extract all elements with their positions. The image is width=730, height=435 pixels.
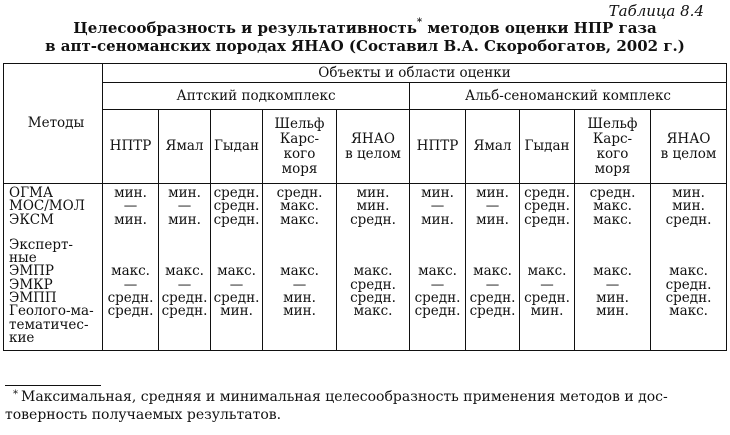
cell-value: средн. xyxy=(665,211,712,228)
cell-value: мин. xyxy=(356,198,390,215)
cell-value: макс. xyxy=(593,211,632,228)
cell-value: средн. xyxy=(161,303,208,320)
cell-value xyxy=(211,239,262,252)
cell-value: макс. xyxy=(280,198,319,215)
cell-value: средн. xyxy=(469,290,516,307)
cell-value: средн. xyxy=(524,198,570,215)
column-header-line: Шельф xyxy=(274,115,325,132)
cell-value: мин. xyxy=(283,303,316,320)
cell-value: средн. xyxy=(161,290,208,307)
cell-value: макс. xyxy=(353,263,393,280)
cell-value: макс. xyxy=(473,263,512,280)
method-names xyxy=(4,184,103,239)
column-header xyxy=(410,110,466,184)
column-header-line: НПТР xyxy=(109,138,152,154)
cell-value: — xyxy=(177,198,192,215)
cell-value: средн. xyxy=(524,290,570,307)
cell-value: — xyxy=(485,198,500,215)
footnote-mark: * xyxy=(13,389,18,400)
method-name: ЭКСМ xyxy=(9,211,54,228)
cell-value: — xyxy=(229,276,244,293)
column-header-line: НПТР xyxy=(416,138,459,154)
footnote-line-2: товерность получаемых результатов. xyxy=(5,407,282,423)
cell-value: макс. xyxy=(280,263,319,280)
footnote-line-1: Максимальная, средняя и минимальная целесообразность применения методов и дос- xyxy=(21,389,668,405)
method-names xyxy=(4,236,103,351)
table-cell xyxy=(651,184,727,239)
cell-value: — xyxy=(292,276,307,293)
cell-value: мин. xyxy=(596,290,629,307)
table-cell xyxy=(211,239,263,351)
cell-value: средн. xyxy=(665,276,712,293)
cell-value xyxy=(575,239,650,252)
cell-value: средн. xyxy=(524,211,570,228)
method-name: ные xyxy=(9,250,37,267)
table-cell xyxy=(520,239,575,351)
table-row xyxy=(4,184,727,239)
table-cell xyxy=(575,239,651,351)
cell-value: мин. xyxy=(530,303,564,320)
cell-value: — xyxy=(430,198,445,215)
footnote-mark: * xyxy=(416,17,423,28)
cell-value: средн. xyxy=(213,211,260,228)
cell-value: мин. xyxy=(168,185,201,201)
method-name: ЭМПР xyxy=(9,263,55,280)
cell-value xyxy=(337,239,409,252)
cell-value: средн. xyxy=(414,290,461,307)
cell-value: мин. xyxy=(672,198,705,215)
cell-value: средн. xyxy=(213,290,260,307)
cell-value: мин. xyxy=(283,290,316,307)
table-cell xyxy=(337,239,410,351)
cell-value: мин. xyxy=(168,211,201,228)
method-name: Геолого-ма- xyxy=(9,303,94,320)
cell-value: средн. xyxy=(107,303,154,320)
column-header-line: Шельф xyxy=(587,115,638,132)
cell-value xyxy=(466,239,519,252)
cell-value xyxy=(263,239,336,252)
cell-value: средн. xyxy=(469,303,516,320)
objects-header: Объекты и области оценки xyxy=(103,64,727,83)
cell-value: — xyxy=(605,276,620,293)
table-label: Таблица 8.4 xyxy=(608,2,704,20)
table-cell xyxy=(575,184,651,239)
cell-value: средн. xyxy=(213,185,260,201)
cell-value: макс. xyxy=(217,263,256,280)
column-header-line: кого xyxy=(596,145,629,162)
table-cell xyxy=(337,184,410,239)
cell-value: средн. xyxy=(107,290,154,307)
column-header-line: кого xyxy=(283,145,316,162)
table-cell xyxy=(159,239,211,351)
method-name: ОГМА xyxy=(9,185,54,201)
cell-value: макс. xyxy=(418,263,457,280)
cell-value xyxy=(520,239,574,252)
column-header-line: в целом xyxy=(345,145,401,162)
cell-value: — xyxy=(123,276,138,293)
footnote xyxy=(5,388,721,424)
table-title-line-2: в апт-сеноманских породах ЯНАО (Составил В.А. Скоробогатов, 2002 г.) xyxy=(45,37,685,55)
cell-value: мин. xyxy=(114,211,147,228)
table-title-line-1 xyxy=(0,19,730,37)
table-cell xyxy=(211,184,263,239)
cell-value: макс. xyxy=(593,263,632,280)
column-header-line: Гыдан xyxy=(524,138,570,154)
cell-value: мин. xyxy=(220,303,253,320)
cell-value: мин. xyxy=(596,303,629,320)
cell-value: макс. xyxy=(527,263,567,280)
column-header xyxy=(159,110,211,184)
column-header xyxy=(520,110,575,184)
column-header xyxy=(103,110,159,184)
cell-value xyxy=(651,239,726,252)
table-cell xyxy=(410,184,466,239)
cell-value: — xyxy=(540,276,554,293)
title-text-end: методов оценки НПР газа xyxy=(422,19,657,37)
cell-value: мин. xyxy=(356,185,390,201)
cell-value: мин. xyxy=(672,185,705,201)
methods-header: Методы xyxy=(4,64,103,184)
evaluation-table xyxy=(3,63,727,351)
cell-value: мин. xyxy=(114,185,147,201)
cell-value: макс. xyxy=(593,198,632,215)
table-cell xyxy=(263,184,337,239)
table-cell xyxy=(466,239,520,351)
group-header-apt: Аптский подкомплекс xyxy=(103,83,410,110)
table-cell xyxy=(651,239,727,351)
cell-value xyxy=(159,239,210,252)
method-name: кие xyxy=(9,329,35,346)
column-header-line: Ямал xyxy=(165,138,204,154)
column-header-line: Гыдан xyxy=(213,138,260,154)
column-header-line: в целом xyxy=(660,145,717,162)
cell-value: — xyxy=(430,276,445,293)
column-header xyxy=(651,110,727,184)
column-header xyxy=(575,110,651,184)
cell-value: макс. xyxy=(165,263,204,280)
cell-value: средн. xyxy=(213,198,260,215)
column-header-line: ЯНАО xyxy=(351,130,395,147)
column-header xyxy=(263,110,337,184)
cell-value: средн. xyxy=(276,185,323,201)
cell-value: средн. xyxy=(589,185,636,201)
cell-value: — xyxy=(177,276,192,293)
table-cell xyxy=(410,239,466,351)
cell-value: средн. xyxy=(524,185,570,201)
cell-value: мин. xyxy=(421,185,454,201)
cell-value: макс. xyxy=(669,263,708,280)
table-cell xyxy=(520,184,575,239)
table-cell xyxy=(103,239,159,351)
cell-value: средн. xyxy=(350,276,396,293)
cell-value xyxy=(103,239,158,252)
column-header-line: моря xyxy=(594,160,631,177)
group-header-alb-cenoman: Альб-сеноманский комплекс xyxy=(410,83,727,110)
cell-value: мин. xyxy=(476,185,509,201)
footnote-divider xyxy=(5,385,101,386)
column-header-line: Карс- xyxy=(592,130,633,147)
cell-value xyxy=(410,239,465,252)
table-cell xyxy=(466,184,520,239)
cell-value: макс. xyxy=(669,303,708,320)
cell-value: макс. xyxy=(353,303,393,320)
column-header xyxy=(466,110,520,184)
method-name: ЭМПП xyxy=(9,290,57,307)
cell-value: средн. xyxy=(350,290,396,307)
cell-value: мин. xyxy=(476,211,509,228)
cell-value: макс. xyxy=(111,263,150,280)
table-row xyxy=(4,239,727,351)
method-name: МОС/МОЛ xyxy=(9,198,85,215)
table-cell xyxy=(103,184,159,239)
column-header-line: Карс- xyxy=(279,130,320,147)
column-header xyxy=(211,110,263,184)
column-header-line: моря xyxy=(281,160,318,177)
column-header xyxy=(337,110,410,184)
method-name: Эксперт- xyxy=(9,236,73,253)
cell-value: мин. xyxy=(421,211,454,228)
cell-value: средн. xyxy=(350,211,396,228)
table-cell xyxy=(159,184,211,239)
cell-value: макс. xyxy=(280,211,319,228)
method-name: тематичес- xyxy=(9,316,89,333)
cell-value: средн. xyxy=(414,303,461,320)
column-header-line: Ямал xyxy=(473,138,512,154)
table-cell xyxy=(263,239,337,351)
column-header-line: ЯНАО xyxy=(666,130,711,147)
cell-value: — xyxy=(485,276,500,293)
method-name: ЭМКР xyxy=(9,276,53,293)
title-text: Целесообразность и результативность xyxy=(73,19,417,37)
cell-value: средн. xyxy=(665,290,712,307)
cell-value: — xyxy=(123,198,138,215)
